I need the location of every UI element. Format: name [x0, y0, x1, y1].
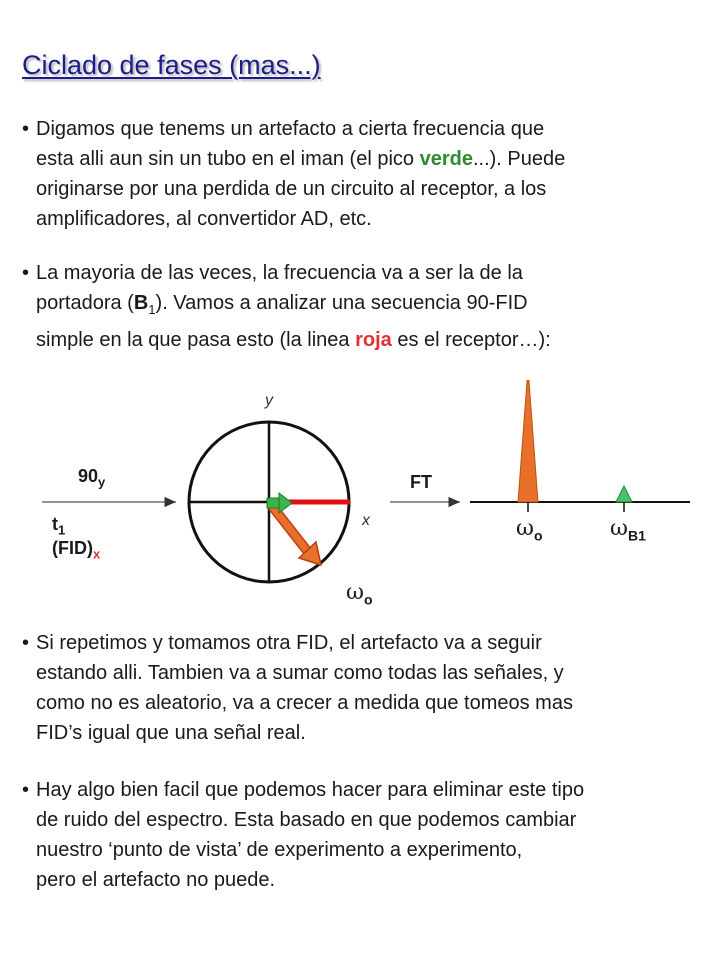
page-title: Ciclado de fases (mas...)	[22, 50, 321, 80]
b1-symbol: B	[133, 292, 149, 314]
bullet: •	[22, 118, 30, 140]
p1-line2a: esta alli aun sin un tubo en el iman (el pico	[36, 148, 420, 170]
p4-line3: nuestro ‘punto de vista’ de experimento a experimento,	[36, 839, 523, 861]
p4-line2: de ruido del espectro. Esta basado en que podemos cambiar	[36, 809, 577, 831]
paragraph-artifact	[22, 114, 712, 234]
p3-line4: FID’s igual que una señal real.	[36, 722, 306, 744]
p2-line2c: ). Vamos a analizar una secuencia 90-FID	[155, 292, 528, 314]
p2-line1: La mayoria de las veces, la frecuencia va a ser la de la	[36, 262, 523, 284]
ft-label: FT	[410, 472, 432, 492]
p3-line1: Si repetimos y tomamos otra FID, el artefacto va a seguir	[36, 632, 542, 654]
p2-line2a: portadora (	[36, 292, 134, 314]
bullet: •	[22, 262, 30, 284]
p3-line3: como no es aleatorio, va a crecer a medida que tomeos mas	[36, 692, 573, 714]
p1-line3: originarse por una perdida de un circuito al receptor, a los	[36, 178, 547, 200]
bullet: •	[22, 632, 30, 654]
x-axis-label: x	[362, 512, 370, 529]
p2-line3c: es el receptor…):	[391, 329, 551, 351]
artifact-vector-shaft	[267, 498, 280, 508]
p4-line1: Hay algo bien facil que podemos hacer para eliminar este tipo	[36, 779, 585, 801]
y-axis-label: y	[265, 392, 273, 409]
p1-line4: amplificadores, al convertidor AD, etc.	[36, 208, 372, 230]
artifact-vector-head	[279, 493, 292, 513]
omega-b1-peak	[616, 486, 632, 502]
verde-highlight: verde	[419, 148, 473, 170]
omega-b1-axis-label: $\omega_{B1}$	[610, 516, 646, 544]
omega-o-axis-label: $\omega_o$	[516, 516, 543, 544]
p2-line3a: simple en la que pasa esto (la linea	[36, 329, 356, 351]
omega-o-peak	[518, 380, 538, 502]
rotation-frequency-label: $\omega_o$	[346, 580, 373, 608]
paragraph-carrier	[22, 258, 712, 355]
pulse-label: $90_y$	[78, 466, 106, 490]
b1-subscript: 1	[148, 302, 156, 317]
roja-highlight: roja	[355, 329, 392, 351]
p4-line4: pero el artefacto no puede.	[36, 869, 276, 891]
p1-line2c: ...). Puede	[472, 148, 566, 170]
bullet: •	[22, 779, 30, 801]
fid-label: $t_1$ $(FID)_x$	[52, 514, 101, 562]
paragraph-solution	[22, 775, 712, 895]
p3-line2: estando alli. Tambien va a sumar como todas las señales, y	[36, 662, 564, 684]
paragraph-repeat	[22, 628, 712, 748]
p1-line1: Digamos que tenems un artefacto a cierta frecuencia que	[36, 118, 545, 140]
